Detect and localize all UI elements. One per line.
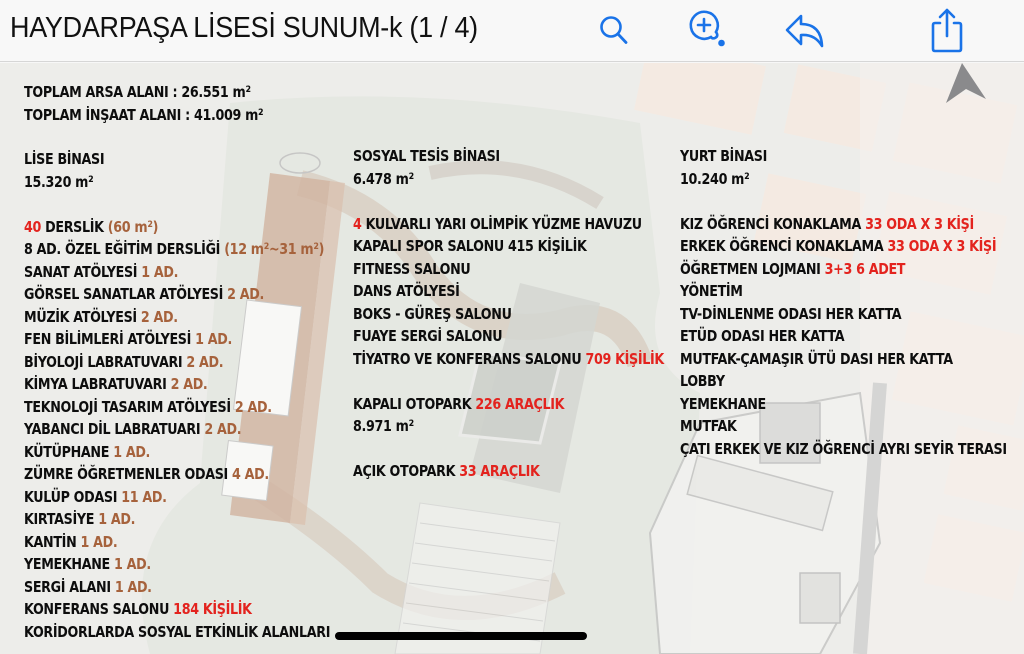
lise-title: LİSE BİNASI [24, 150, 105, 168]
dorm-item: LOBBY [680, 372, 725, 390]
social-area: 6.478 m² [353, 169, 414, 188]
dorm-title: YURT BİNASI [680, 147, 768, 165]
presentation-slide [0, 63, 1024, 654]
lise-item: 8 AD. ÖZEL EĞİTİM DERSLİĞİ (12 m²~31 m²) [24, 240, 325, 258]
social-title: SOSYAL TESİS BİNASI [353, 147, 500, 165]
lise-item: YABANCI DİL LABRATUARI 2 AD. [24, 420, 242, 438]
navigation-bar [0, 0, 1024, 62]
dorm-item: MUTFAK-ÇAMAŞIR ÜTÜ DASI HER KATTA [680, 349, 953, 368]
share-icon [927, 6, 967, 54]
dorm-item: MUTFAK [680, 417, 737, 435]
back-button[interactable] [780, 6, 830, 54]
lise-item: SANAT ATÖLYESİ 1 AD. [24, 262, 179, 281]
lise-item: BİYOLOJİ LABRATUVARI 2 AD. [24, 352, 224, 371]
social-item: KAPALI SPOR SALONU 415 KİŞİLİK [353, 237, 587, 255]
zoom-in-button[interactable] [684, 6, 734, 54]
dorm-item: TV-DİNLENME ODASI HER KATTA [680, 304, 902, 323]
lise-area: 15.320 m² [24, 172, 94, 191]
lise-item: KÜTÜPHANE 1 AD. [24, 442, 151, 461]
zoom-in-icon [685, 7, 733, 53]
search-button[interactable] [589, 6, 639, 54]
dorm-item: ERKEK ÖĞRENCİ KONAKLAMA 33 ODA X 3 KİŞİ [680, 237, 997, 255]
social-item: BOKS - GÜREŞ SALONU [353, 304, 512, 323]
dormitory-building-block [680, 145, 1007, 460]
social-item: FITNESS SALONU [353, 259, 471, 278]
dorm-item: ÖĞRETMEN LOJMANI 3+3 6 ADET [680, 259, 906, 278]
dorm-area: 10.240 m² [680, 169, 750, 188]
social-item: TİYATRO VE KONFERANS SALONU 709 KİŞİLİK [353, 349, 664, 368]
social-item: FUAYE SERGİ SALONU [353, 327, 503, 345]
home-indicator-bar[interactable] [335, 632, 587, 640]
dorm-item: ÇATI ERKEK VE KIZ ÖĞRENCİ AYRI SEYİR TERASI [680, 439, 1007, 458]
social-item: 4 KULVARLI YARI OLİMPİK YÜZME HAVUZU [353, 214, 642, 233]
lise-item: KONFERANS SALONU 184 KİŞİLİK [24, 600, 252, 618]
lise-item: SERGİ ALANI 1 AD. [24, 577, 152, 596]
total-land-area: TOPLAM ARSA ALANI : 26.551 m² [24, 83, 251, 101]
lise-item: FEN BİLİMLERİ ATÖLYESİ 1 AD. [24, 330, 232, 348]
closed-parking-area: 8.971 m² [353, 417, 414, 435]
dorm-item: KIZ ÖĞRENCİ KONAKLAMA 33 ODA X 3 KİŞİ [680, 214, 974, 233]
share-button[interactable] [922, 6, 972, 54]
dorm-item: YEMEKHANE [680, 394, 766, 413]
open-parking: AÇIK OTOPARK 33 ARAÇLIK [353, 462, 540, 480]
lise-item: ZÜMRE ÖĞRETMENLER ODASI 4 AD. [24, 465, 269, 483]
north-arrow-icon [940, 63, 990, 105]
lise-item: YEMEKHANE 1 AD. [24, 555, 151, 573]
lise-item: KANTİN 1 AD. [24, 532, 118, 551]
lise-item: 40 DERSLİK (60 m²) [24, 217, 159, 236]
lise-building-block [24, 148, 330, 643]
dorm-item: ETÜD ODASI HER KATTA [680, 327, 845, 345]
lise-item: MÜZİK ATÖLYESİ 2 AD. [24, 307, 178, 326]
search-icon [597, 13, 631, 47]
social-item: DANS ATÖLYESİ [353, 282, 460, 300]
lise-item: GÖRSEL SANATLAR ATÖLYESİ 2 AD. [24, 285, 264, 303]
closed-parking: KAPALI OTOPARK 226 ARAÇLIK [353, 394, 565, 413]
reply-back-icon [781, 8, 829, 52]
dorm-item: YÖNETİM [680, 282, 743, 300]
document-title: HAYDARPAŞA LİSESİ SUNUM-k (1 / 4) [10, 12, 478, 44]
lise-item: KORİDORLARDA SOSYAL ETKİNLİK ALANLARI [24, 622, 331, 641]
lise-item: TEKNOLOJİ TASARIM ATÖLYESİ 2 AD. [24, 397, 272, 416]
lise-item: KİMYA LABRATUVARI 2 AD. [24, 375, 208, 393]
total-construction-area: TOPLAM İNŞAAT ALANI : 41.009 m² [24, 105, 264, 124]
lise-item: KIRTASİYE 1 AD. [24, 510, 136, 528]
lise-item: KULÜP ODASI 11 AD. [24, 487, 167, 506]
social-building-block [353, 145, 664, 483]
totals-block [24, 81, 263, 126]
